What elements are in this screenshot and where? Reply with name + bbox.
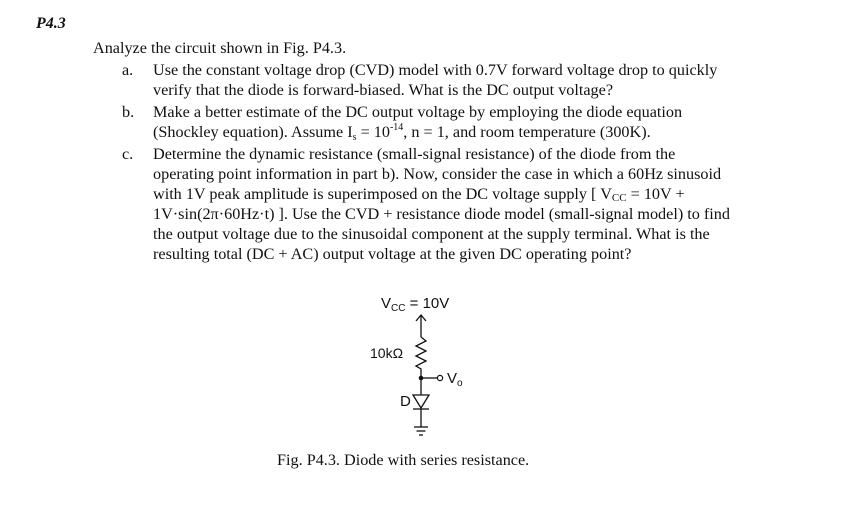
supply-arrow: [416, 315, 426, 337]
ground-symbol: [414, 409, 428, 435]
output-terminal: [437, 375, 442, 380]
item-marker: c.: [122, 145, 134, 163]
output-label: $V_o$: [447, 370, 463, 389]
item-line: Determine the dynamic resistance (small-signal resistance) of the diode from the: [153, 145, 676, 163]
text-fragment: , n = 1, and room temperature (300K).: [403, 123, 651, 141]
problem-intro: Analyze the circuit shown in Fig. P4.3.: [93, 39, 347, 57]
item-line: Make a better estimate of the DC output voltage by employing the diode equation: [153, 103, 683, 121]
text-fragment: with 1V peak amplitude is superimposed on the DC voltage supply [ V: [153, 185, 612, 203]
superscript: -14: [389, 122, 404, 133]
text-fragment: (Shockley equation). Assume I: [153, 123, 353, 141]
diode-symbol: [413, 395, 429, 409]
subscript: s: [352, 132, 357, 143]
item-marker: b.: [122, 103, 135, 121]
item-line: the output voltage due to the sinusoidal component at the supply terminal. What is the: [153, 225, 710, 243]
diode-label: D: [400, 393, 411, 410]
resistor-label: 10kΩ: [370, 345, 404, 361]
figure-caption: Fig. P4.3. Diode with series resistance.: [277, 451, 530, 469]
text-fragment: = 10V +: [626, 185, 685, 203]
text-fragment: = 10: [356, 123, 390, 141]
subscript: CC: [611, 192, 627, 204]
item-line: 1V·sin(2π·60Hz·t) ]. Use the CVD + resistance diode model (small-signal model) to find: [153, 205, 730, 223]
item-line: resulting total (DC + AC) output voltage at the given DC operating point?: [153, 245, 632, 263]
problem-number: P4.3: [36, 15, 66, 32]
item-line: Use the constant voltage drop (CVD) model with 0.7V forward voltage drop to quickly: [153, 61, 718, 79]
item-marker: a.: [122, 61, 134, 79]
resistor-symbol: [416, 337, 426, 378]
item-line: verify that the diode is forward-biased. What is the DC output voltage?: [153, 81, 614, 99]
supply-label: $V_{CC} = 10V$: [381, 295, 450, 314]
item-line: operating point information in part b). Now, consider the case in which a 60Hz sinusoid: [153, 165, 722, 183]
